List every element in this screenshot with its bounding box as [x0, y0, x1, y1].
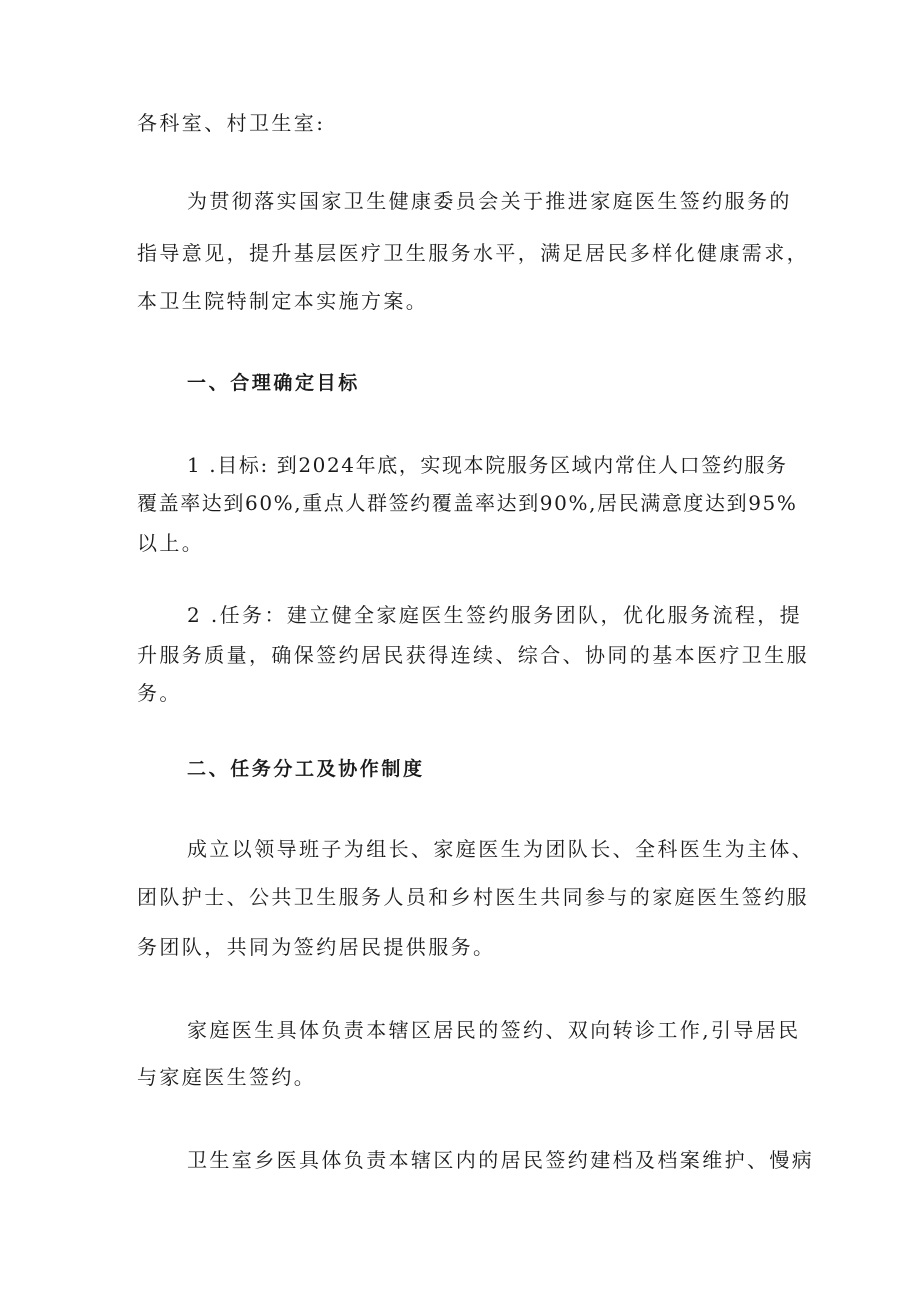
intro-line-3: 本卫生院特制定本实施方案。	[137, 289, 429, 313]
target-line-3: 以上。	[137, 531, 205, 555]
salutation: 各科室、村卫生室:	[137, 111, 326, 135]
team-line-2: 团队护士、公共卫生服务人员和乡村医生共同参与的家庭医生签约服	[137, 885, 809, 909]
target-line-1: 1 .目标: 到2024年底，实现本院服务区域内常住人口签约服务	[187, 453, 788, 477]
intro-line-2: 指导意见，提升基层医疗卫生服务水平，满足居民多样化健康需求，	[137, 241, 809, 265]
clinic-duty-line-1: 卫生室乡医具体负责本辖区内的居民签约建档及档案维护、慢病	[187, 1148, 815, 1172]
doctor-duty-line-2: 与家庭医生签约。	[137, 1065, 317, 1089]
section-1-heading: 一、合理确定目标	[187, 372, 360, 394]
team-line-3: 务团队，共同为签约居民提供服务。	[137, 935, 496, 959]
doctor-duty-line-1: 家庭医生具体负责本辖区居民的签约、双向转诊工作,引导居民	[187, 1018, 801, 1042]
task-line-3: 务。	[137, 681, 182, 705]
task-line-1: 2 .任务：建立健全家庭医生签约服务团队，优化服务流程，提	[187, 603, 803, 627]
target-line-2: 覆盖率达到60%,重点人群签约覆盖率达到90%,居民满意度达到95%	[137, 491, 798, 515]
section-2-heading: 二、任务分工及协作制度	[187, 758, 425, 780]
team-line-1: 成立以领导班子为组长、家庭医生为团队长、全科医生为主体、	[187, 837, 815, 861]
intro-line-1: 为贯彻落实国家卫生健康委员会关于推进家庭医生签约服务的	[187, 189, 792, 213]
task-line-2: 升服务质量，确保签约居民获得连续、综合、协同的基本医疗卫生服	[137, 643, 809, 667]
